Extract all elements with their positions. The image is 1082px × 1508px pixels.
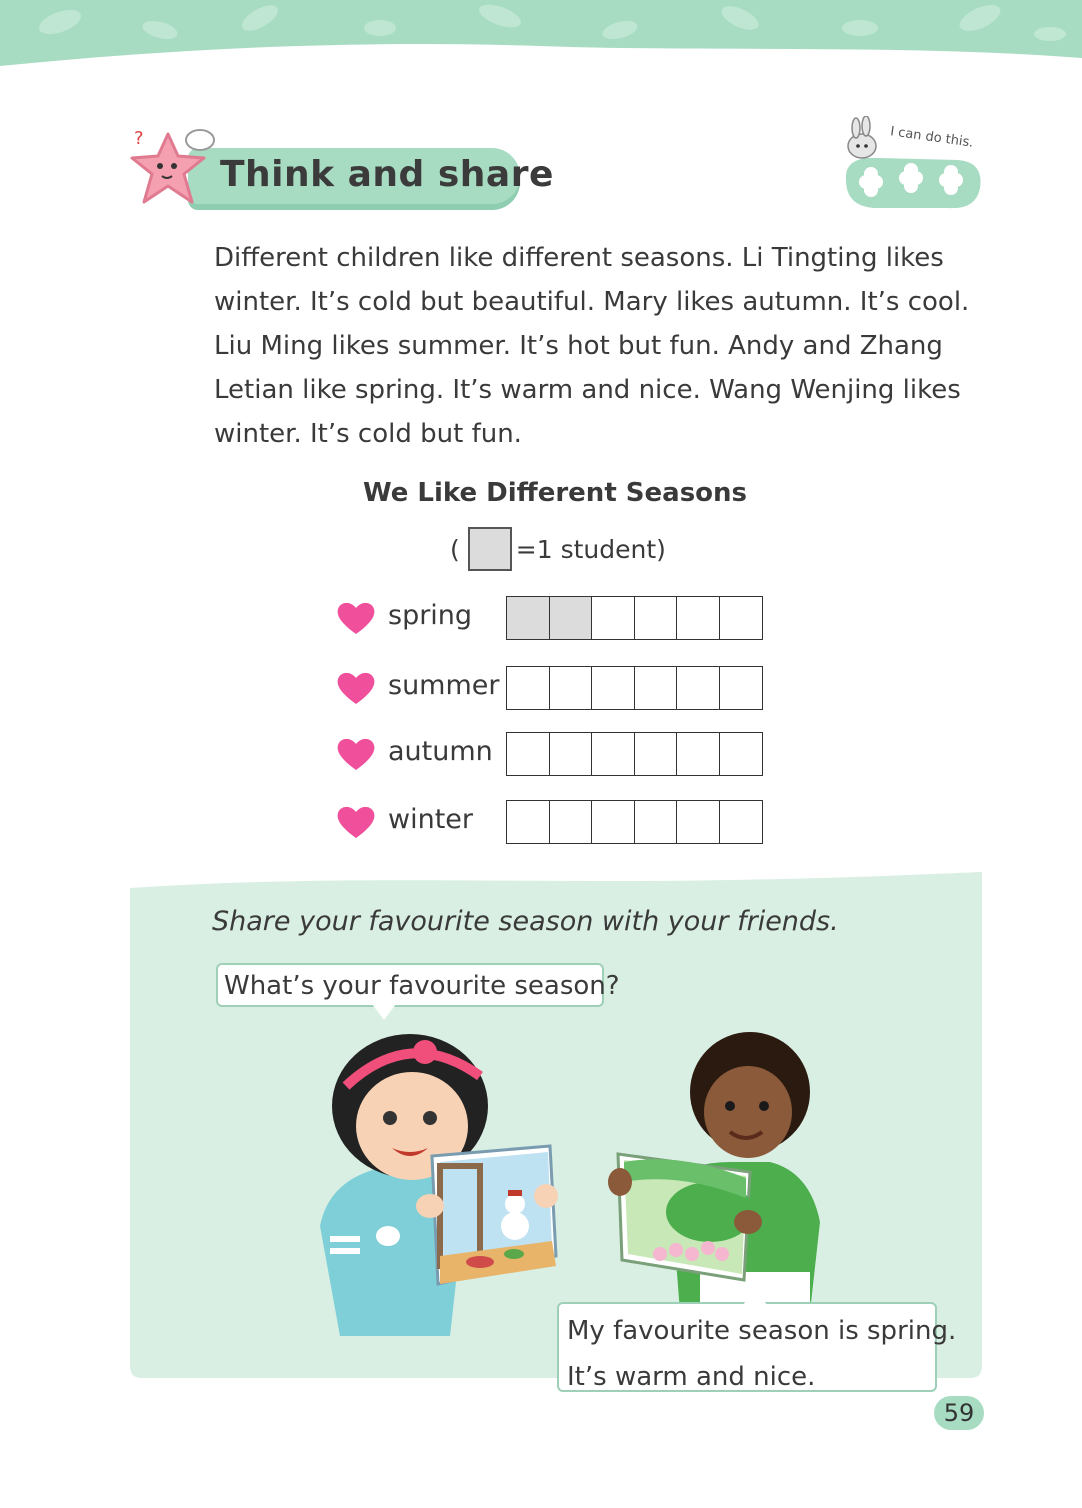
bubble-tail-icon bbox=[742, 1288, 768, 1306]
star-mascot-icon bbox=[128, 126, 223, 216]
tally-cell-empty bbox=[634, 800, 678, 844]
tally-cell-empty bbox=[591, 666, 635, 710]
answer-line: My favourite season is spring. bbox=[567, 1316, 957, 1346]
tally-cell-empty bbox=[549, 800, 593, 844]
tally-cell-empty bbox=[634, 596, 678, 640]
tally-cell-filled bbox=[506, 596, 550, 640]
chart-row-autumn bbox=[336, 732, 776, 778]
passage-line: Liu Ming likes summer. It’s hot but fun. Andy and Zhang bbox=[214, 331, 943, 361]
passage-line: Letian like spring. It’s warm and nice. Wang Wenjing likes bbox=[214, 375, 961, 405]
question-text: What’s your favourite season? bbox=[224, 971, 620, 1001]
tally-cell-empty bbox=[719, 666, 763, 710]
reading-passage bbox=[214, 236, 970, 456]
badge-text: I can do this. bbox=[889, 124, 975, 151]
tally-cell-empty bbox=[676, 596, 720, 640]
tally-cells bbox=[506, 732, 763, 776]
page-number: 59 bbox=[934, 1396, 984, 1430]
legend-open-paren: ( bbox=[450, 534, 460, 564]
tally-cell-empty bbox=[506, 800, 550, 844]
tally-cell-filled bbox=[549, 596, 593, 640]
section-header bbox=[128, 126, 554, 216]
heart-icon bbox=[336, 804, 376, 840]
top-decorative-band bbox=[0, 0, 1082, 70]
tally-cell-empty bbox=[676, 800, 720, 844]
chart-legend bbox=[450, 526, 666, 572]
svg-text:?: ? bbox=[134, 128, 144, 149]
boy-with-spring-picture-illustration bbox=[600, 1022, 840, 1312]
tally-cell-empty bbox=[506, 732, 550, 776]
tally-cell-empty bbox=[719, 732, 763, 776]
tally-cell-empty bbox=[634, 732, 678, 776]
row-label: spring bbox=[388, 600, 473, 631]
tally-cells bbox=[506, 800, 763, 844]
passage-line: Different children like different seasons. Li Tingting likes bbox=[214, 243, 944, 273]
row-label: winter bbox=[388, 804, 473, 835]
girl-with-winter-picture-illustration bbox=[300, 1026, 570, 1346]
passage-line: winter. It’s cold but beautiful. Mary likes autumn. It’s cool. bbox=[214, 287, 970, 317]
legend-unit-text: =1 student) bbox=[515, 534, 666, 564]
tally-cells bbox=[506, 596, 763, 640]
chart-title: We Like Different Seasons bbox=[362, 478, 748, 508]
tally-cell-empty bbox=[719, 596, 763, 640]
tally-cell-empty bbox=[549, 666, 593, 710]
chart-row-winter bbox=[336, 800, 776, 846]
legend-unit-box bbox=[468, 527, 512, 571]
section-title: Think and share bbox=[220, 154, 554, 195]
question-speech-bubble bbox=[216, 963, 620, 1007]
tally-cell-empty bbox=[634, 666, 678, 710]
heart-icon bbox=[336, 670, 376, 706]
chart-row-summer bbox=[336, 666, 776, 712]
tally-cell-empty bbox=[591, 596, 635, 640]
tally-cell-empty bbox=[676, 732, 720, 776]
tally-cell-empty bbox=[549, 732, 593, 776]
answer-line: It’s warm and nice. bbox=[567, 1362, 816, 1392]
chart-row-spring bbox=[336, 596, 776, 642]
row-label: autumn bbox=[388, 736, 493, 767]
tally-cell-empty bbox=[591, 800, 635, 844]
tally-cell-empty bbox=[676, 666, 720, 710]
tally-cell-empty bbox=[591, 732, 635, 776]
share-instruction: Share your favourite season with your friends. bbox=[212, 906, 839, 937]
heart-icon bbox=[336, 600, 376, 636]
self-assessment-badge bbox=[838, 116, 988, 216]
passage-line: winter. It’s cold but fun. bbox=[214, 419, 522, 449]
bubble-tail-icon bbox=[372, 1004, 396, 1022]
answer-speech-bubble bbox=[557, 1302, 957, 1392]
tally-cells bbox=[506, 666, 763, 710]
tally-cell-empty bbox=[719, 800, 763, 844]
tally-cell-empty bbox=[506, 666, 550, 710]
row-label: summer bbox=[388, 670, 500, 701]
heart-icon bbox=[336, 736, 376, 772]
